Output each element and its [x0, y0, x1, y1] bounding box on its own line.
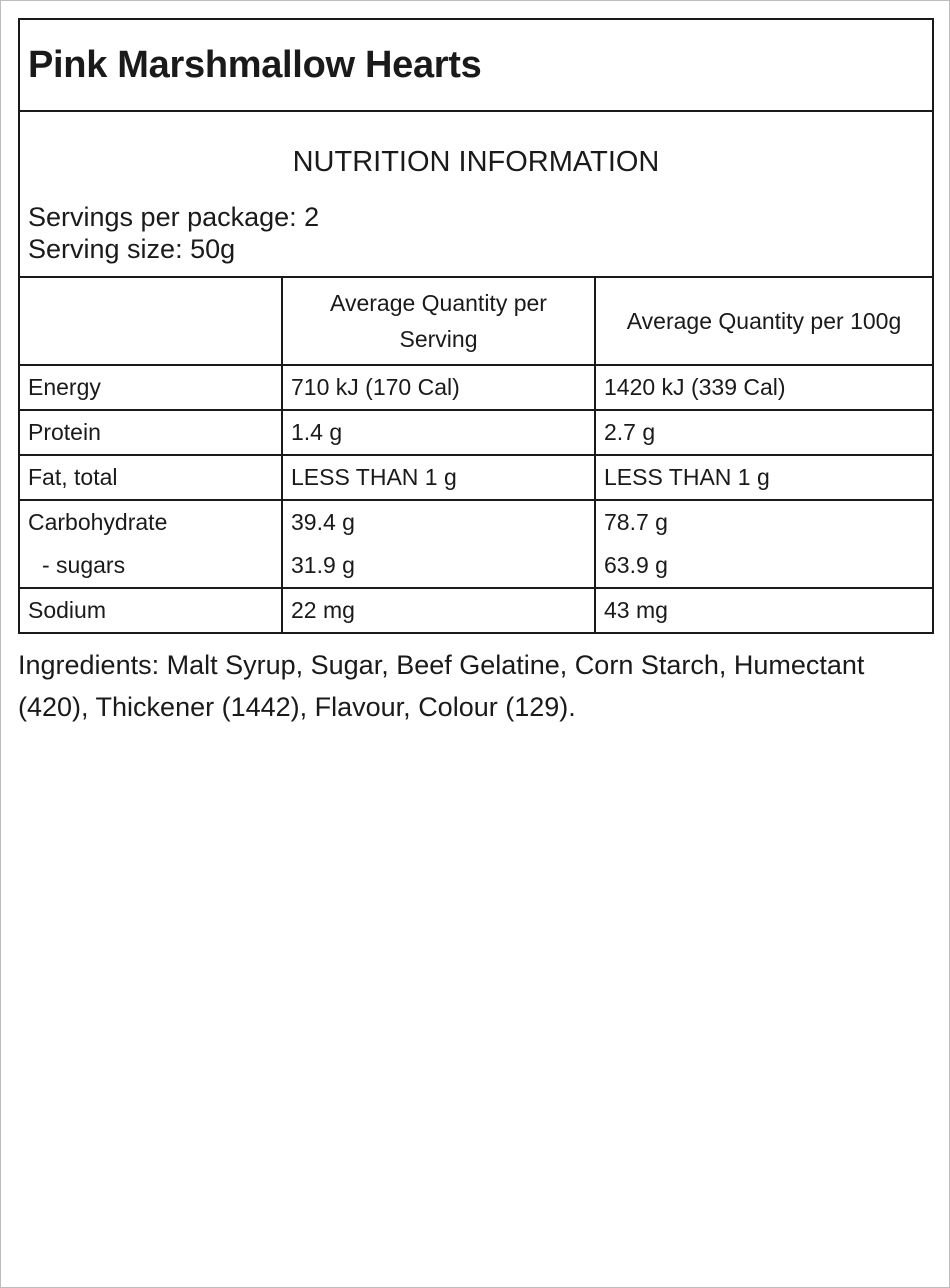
- column-header-nutrient: [20, 278, 282, 365]
- table-row: [20, 455, 932, 500]
- table-row: [20, 500, 932, 544]
- column-header-per-100g: Average Quantity per 100g: [595, 278, 932, 365]
- per-serving-value: 710 kJ (170 Cal): [282, 365, 595, 410]
- nutrient-label: Energy: [20, 365, 282, 410]
- column-header-per-serving: Average Quantity per Serving: [282, 278, 595, 365]
- nutrient-label: Sodium: [20, 588, 282, 632]
- table-row: [20, 410, 932, 455]
- nutrient-label: Carbohydrate: [20, 500, 282, 544]
- nutrition-heading: NUTRITION INFORMATION: [292, 146, 660, 178]
- nutrition-table: [20, 278, 932, 632]
- table-row: [20, 365, 932, 410]
- per-100g-value: 78.7 g: [595, 500, 932, 544]
- nutrition-panel: [18, 18, 934, 634]
- servings-per-package: Servings per package: 2: [28, 202, 320, 232]
- nutrient-label: Protein: [20, 410, 282, 455]
- table-row: [20, 544, 932, 588]
- per-100g-value: LESS THAN 1 g: [595, 455, 932, 500]
- product-title: Pink Marshmallow Hearts: [28, 43, 482, 86]
- table-row: [20, 588, 932, 632]
- serving-info: [20, 112, 932, 278]
- nutrient-label: Fat, total: [20, 455, 282, 500]
- title-box: [20, 20, 932, 112]
- per-serving-value: LESS THAN 1 g: [282, 455, 595, 500]
- nutrient-label: - sugars: [42, 552, 126, 578]
- per-100g-value: 1420 kJ (339 Cal): [595, 365, 932, 410]
- per-100g-value: 63.9 g: [595, 544, 932, 588]
- per-serving-value: 31.9 g: [282, 544, 595, 588]
- table-header-row: [20, 278, 932, 365]
- per-serving-value: 39.4 g: [282, 500, 595, 544]
- per-100g-value: 43 mg: [595, 588, 932, 632]
- ingredients-text: Ingredients: Malt Syrup, Sugar, Beef Gelatine, Corn Starch, Humectant (420), Thickener (1442), Flavour, Colour (129).: [18, 650, 865, 722]
- serving-size: Serving size: 50g: [28, 234, 236, 264]
- per-100g-value: 2.7 g: [595, 410, 932, 455]
- per-serving-value: 22 mg: [282, 588, 595, 632]
- per-serving-value: 1.4 g: [282, 410, 595, 455]
